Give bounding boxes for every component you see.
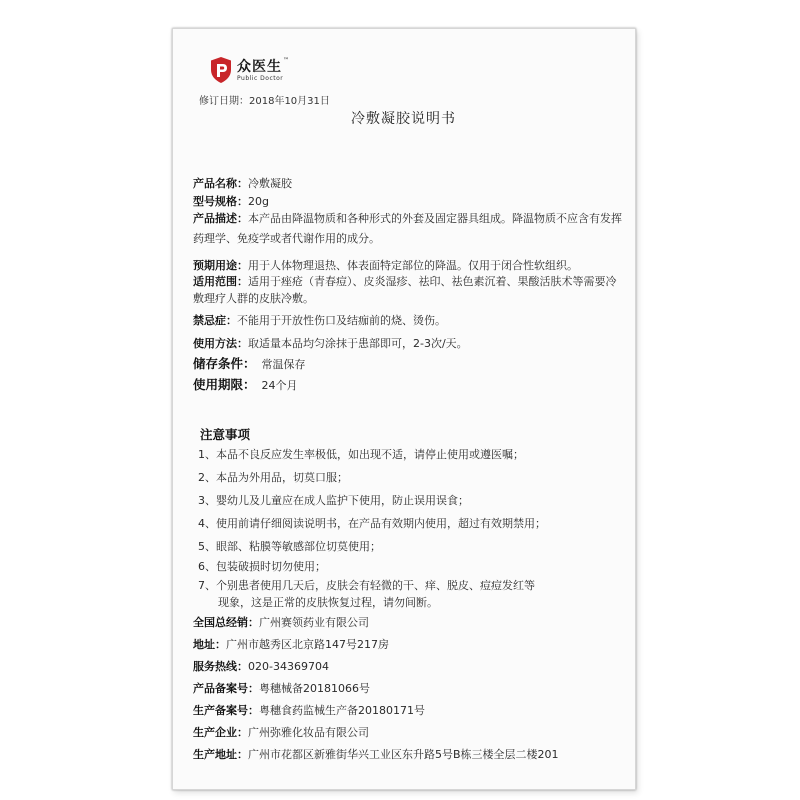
shield-logo-icon [209, 56, 233, 84]
description-label: 产品描述： [193, 212, 248, 225]
model-spec-value: 20g [248, 195, 269, 208]
contraindication-value: 不能用于开放性伤口及结痂前的烧、烫伤。 [237, 314, 446, 327]
notice-item: 4、使用前请仔细阅读说明书，在产品有效期内使用，超过有效期禁用； [198, 517, 546, 530]
storage-row [193, 354, 306, 372]
manufacturer-row [193, 724, 369, 740]
product-record-label: 产品备案号： [193, 682, 259, 695]
model-spec-row [193, 193, 269, 209]
usage-label: 使用方法： [193, 337, 248, 350]
contraindication-label: 禁忌症： [193, 314, 237, 327]
product-record-value: 粤穗械备20181066号 [259, 682, 370, 695]
product-name-value: 冷敷凝胶 [248, 177, 292, 190]
brand-name-cn: 众医生 [237, 59, 282, 75]
scope-label: 适用范围： [193, 275, 248, 288]
notice-item: 3、婴幼儿及儿童应在成人监护下使用，防止误用误食； [198, 494, 469, 507]
production-address-value: 广州市花都区新雅街华兴工业区东升路5号B栋三楼全层二楼201 [248, 748, 559, 761]
manufacturer-value: 广州弥雅化妆品有限公司 [248, 726, 369, 739]
product-record-row [193, 680, 370, 696]
document-title: 冷敷凝胶说明书 [351, 111, 456, 127]
intended-use-label: 预期用途： [193, 259, 248, 272]
usage-value: 取适量本品均匀涂抹于患部即可，2-3次/天。 [248, 337, 468, 350]
address-value: 广州市越秀区北京路147号217房 [226, 638, 389, 651]
contraindication-row [193, 312, 446, 328]
notice-item: 7、个别患者使用几天后，皮肤会有轻微的干、痒、脱皮、痘痘发红等 [198, 579, 535, 592]
intended-use-row [193, 257, 578, 273]
address-label: 地址： [193, 638, 226, 651]
production-record-row [193, 702, 425, 718]
trademark-symbol: ™ [283, 57, 289, 64]
distributor-row [193, 614, 369, 630]
production-address-label: 生产地址： [193, 748, 248, 761]
notice-item: 5、眼部、粘膜等敏感部位切莫使用； [198, 540, 381, 553]
storage-value: 常温保存 [261, 358, 306, 371]
distributor-value: 广州赛领药业有限公司 [259, 616, 369, 629]
storage-label: 储存条件： [193, 356, 256, 371]
production-address-row [193, 746, 559, 762]
model-spec-label: 型号规格： [193, 195, 248, 208]
hotline-value: 020-34369704 [248, 660, 329, 673]
description-value: 本产品由降温物质和各种形式的外套及固定器具组成。降温物质不应含有发挥药理学、免疫学或者代谢作用的成分。 [193, 212, 622, 245]
notice-item-continued: 现象，这是正常的皮肤恢复过程，请勿间断。 [218, 596, 438, 609]
shelf-life-value: 24个月 [261, 379, 298, 392]
brand-name-en: Public Doctor [237, 75, 284, 82]
description-row [193, 209, 623, 249]
notice-item: 1、本品不良反应发生率极低，如出现不适，请停止使用或遵医嘱； [198, 448, 524, 461]
brand-logo [209, 56, 289, 84]
intended-use-value: 用于人体物理退热、体表面特定部位的降温。仅用于闭合性软组织。 [248, 259, 578, 272]
hotline-label: 服务热线： [193, 660, 248, 673]
notice-item: 6、包装破损时切勿使用； [198, 560, 326, 573]
product-name-row [193, 175, 292, 191]
hotline-row [193, 658, 329, 674]
address-row [193, 636, 389, 652]
usage-row [193, 335, 468, 351]
notice-title: 注意事项 [200, 427, 251, 442]
instruction-leaflet [172, 28, 636, 790]
product-name-label: 产品名称： [193, 177, 248, 190]
shelf-life-label: 使用期限： [193, 377, 256, 392]
distributor-label: 全国总经销： [193, 616, 259, 629]
revision-date: 修订日期：2018年10月31日 [199, 96, 330, 107]
production-record-value: 粤穗食药监械生产备20180171号 [259, 704, 425, 717]
production-record-label: 生产备案号： [193, 704, 259, 717]
manufacturer-label: 生产企业： [193, 726, 248, 739]
notice-item: 2、本品为外用品，切莫口服； [198, 471, 348, 484]
scope-value: 适用于痤疮（青春痘）、皮炎湿疹、祛印、祛色素沉着、果酸活肤术等需要冷敷理疗人群的皮肤冷敷。 [193, 275, 617, 305]
shelf-life-row [193, 375, 298, 393]
scope-row [193, 273, 623, 307]
